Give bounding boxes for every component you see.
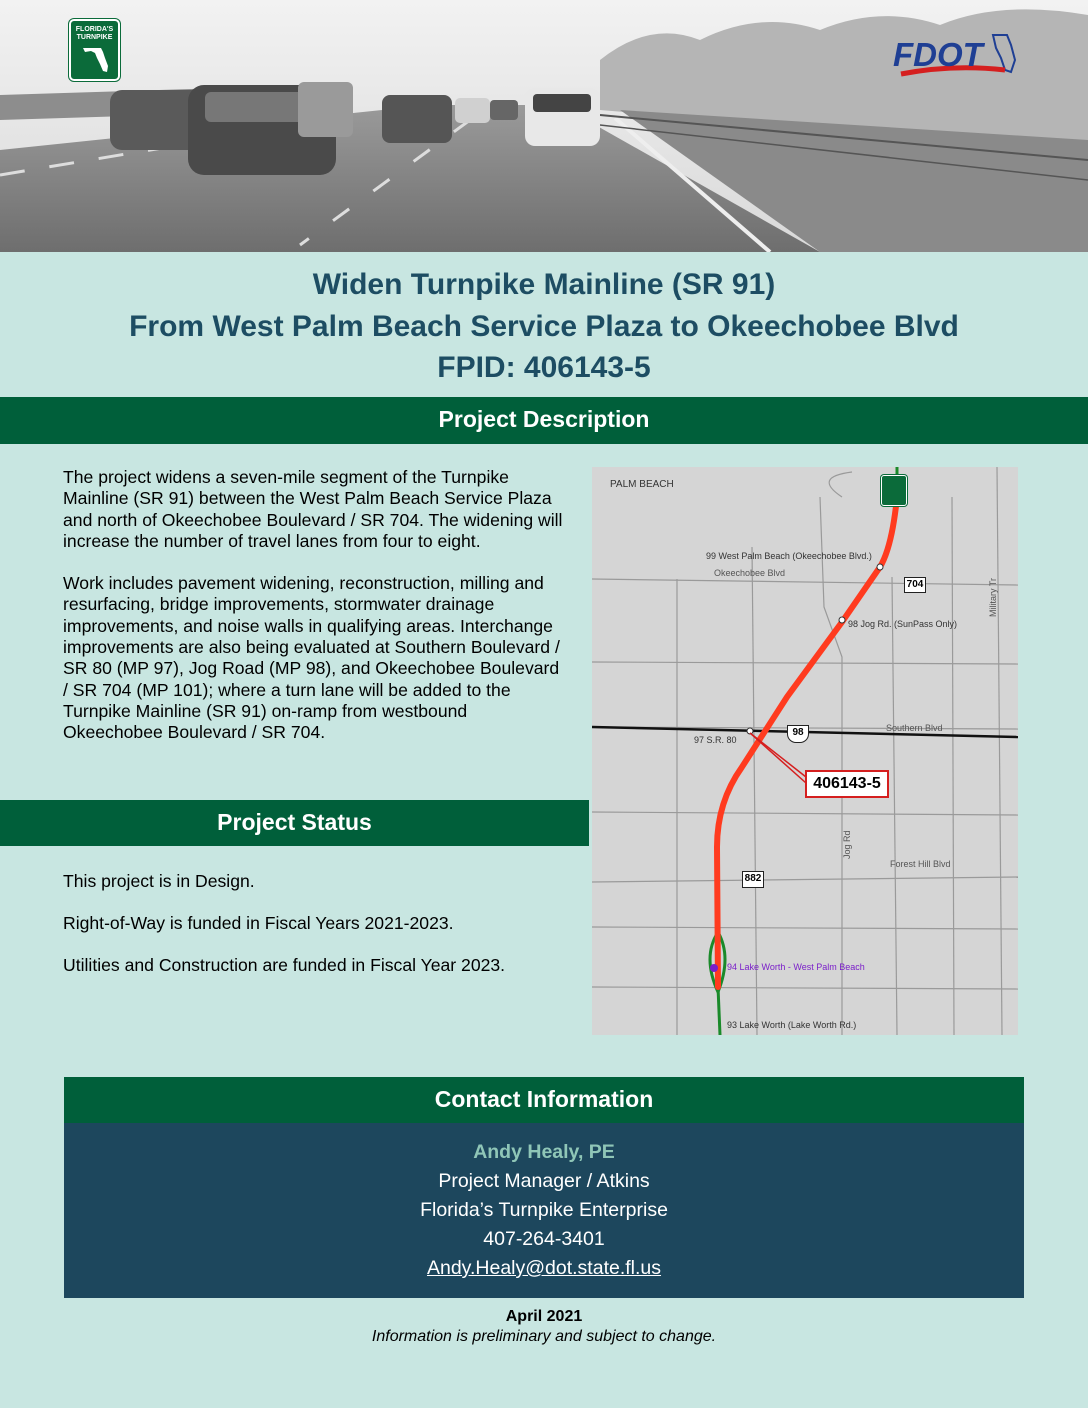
status-item: Utilities and Construction are funded in Fiscal Year 2023. [63, 955, 506, 975]
turnpike-logo: FLORIDA'S TURNPIKE [69, 19, 120, 81]
map-label-military-tr: Military Tr [988, 578, 998, 617]
map-label-interchange-97: 97 S.R. 80 [694, 735, 737, 745]
project-status-heading: Project Status [0, 800, 589, 846]
map-shield-704: 704 [904, 577, 926, 593]
project-callout: 406143-5 [805, 770, 889, 798]
contact-organization: Florida’s Turnpike Enterprise [420, 1199, 668, 1221]
footer-note: Information is preliminary and subject to change. [371, 1328, 717, 1345]
map-label-interchange-93: 93 Lake Worth (Lake Worth Rd.) [727, 1020, 857, 1030]
project-description-heading: Project Description [0, 397, 1088, 444]
turnpike-shield-icon [881, 475, 907, 506]
map-label-southern-blvd: Southern Blvd [886, 723, 943, 733]
contact-heading: Contact Information [64, 1077, 1024, 1123]
florida-map-icon [81, 44, 111, 74]
project-map [592, 467, 1018, 1035]
map-label-interchange-98: 98 Jog Rd. (SunPass Only) [848, 619, 958, 629]
map-shield-882: 882 [742, 871, 764, 888]
description-paragraph: The project widens a seven-mile segment of the Turnpike Mainline (SR 91) between the West Palm Beach Service Plaza and north of Okeechobee Boulevard / SR 704. The widening will increase the number of travel lanes from four to eight. [63, 467, 563, 551]
header-photo [0, 0, 1088, 252]
status-item: Right-of-Way is funded in Fiscal Years 2021-2023. [63, 913, 454, 933]
contact-name: Andy Healy, PE [473, 1141, 615, 1163]
map-label-forest-hill: Forest Hill Blvd [890, 859, 951, 869]
footer-date: April 2021 [505, 1308, 583, 1325]
title-line-1: Widen Turnpike Mainline (SR 91) [312, 268, 776, 301]
footer [0, 1307, 1088, 1347]
project-status [63, 871, 573, 997]
contact-card [64, 1123, 1024, 1298]
status-item: This project is in Design. [63, 871, 255, 891]
page-title [0, 264, 1088, 389]
description-paragraph: Work includes pavement widening, reconstruction, milling and resurfacing, bridge improvements, stormwater drainage improvements, and noise walls in qualifying areas. Interchange improvements are also being evaluated at Southern Boulevard / SR 80 (MP 97), Jog Road (MP 98), and Okeechobee Boulevard / SR 704 (MP 101); where a turn lane will be added to the Turnpike Mainline (SR 91) on-ramp from westbound Okeechobee Boulevard / SR 704. [63, 573, 560, 743]
contact-role: Project Manager / Atkins [438, 1170, 650, 1192]
contact-phone: 407-264-3401 [483, 1228, 605, 1250]
title-line-2: From West Palm Beach Service Plaza to Okeechobee Blvd [129, 309, 959, 343]
map-label-okeechobee: Okeechobee Blvd [714, 568, 786, 578]
map-label-interchange-99: 99 West Palm Beach (Okeechobee Blvd.) [706, 551, 872, 561]
map-label-jog-rd: Jog Rd [842, 830, 852, 859]
contact-email-link[interactable]: Andy.Healy@dot.state.fl.us [426, 1257, 662, 1279]
fdot-logo: FDOT [893, 30, 1018, 90]
project-description [63, 467, 563, 744]
map-label-interchange-94: 94 Lake Worth - West Palm Beach [727, 962, 865, 972]
map-county-label: PALM BEACH [610, 479, 674, 490]
map-shield-98: 98 [787, 725, 809, 743]
title-line-3: FPID: 406143-5 [437, 351, 651, 384]
